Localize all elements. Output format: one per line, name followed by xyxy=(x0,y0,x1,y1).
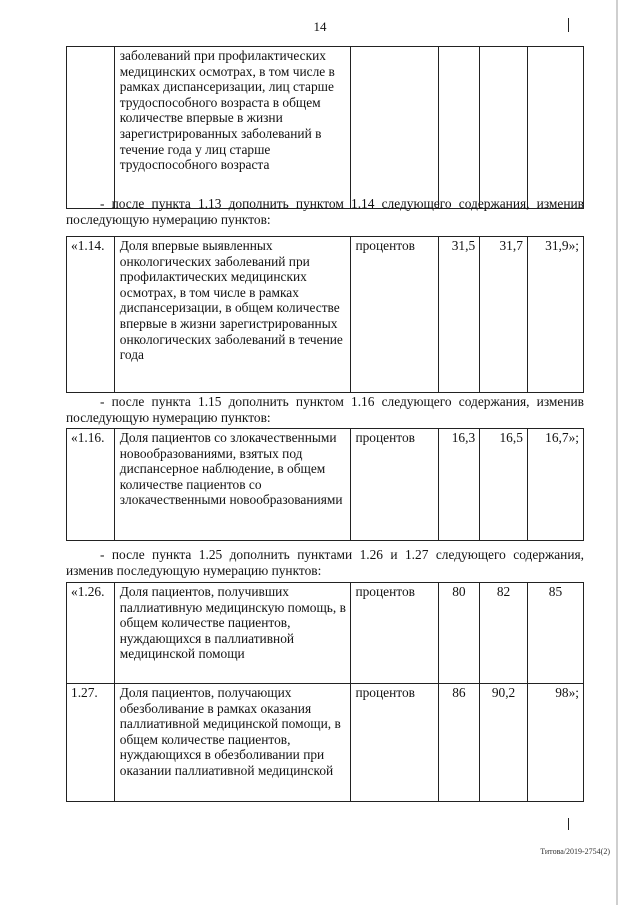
unit-cell: процентов xyxy=(351,684,438,802)
value-cell xyxy=(480,47,528,209)
value-cell xyxy=(438,47,480,209)
value-cell-1: 80 xyxy=(438,583,480,684)
unit-cell: процентов xyxy=(351,237,438,393)
scan-edge xyxy=(616,0,618,905)
row-number-cell: «1.14. xyxy=(67,237,115,393)
indicator-name-cell: Доля пациентов со злокачественными новообразованиями, взятых под диспансерное наблюдение, в общем количестве пациентов со злокачественными новообразованиями xyxy=(114,429,351,541)
value-cell-2: 82 xyxy=(480,583,528,684)
page-number: 14 xyxy=(313,19,327,34)
table-row xyxy=(67,684,584,802)
row-number-cell: 1.27. xyxy=(67,684,115,802)
unit-cell xyxy=(351,47,438,209)
instruction-paragraph-2: - после пункта 1.15 дополнить пунктом 1.16 следующего содержания, изменив последующую нумерацию пунктов: xyxy=(66,394,584,425)
table-row-1-16 xyxy=(66,428,584,541)
table-row xyxy=(67,429,584,541)
value-cell-3: 16,7»; xyxy=(527,429,583,541)
indicator-name-cell: Доля впервые выявленных онкологических заболеваний при профилактических медицинских осмотрах, в том числе в рамках диспансеризации, в общем количестве впервые в жизни зарегистрированных онкологических заболеваний в течение года xyxy=(114,237,351,393)
value-cell xyxy=(527,47,583,209)
instruction-paragraph-1: - после пункта 1.13 дополнить пунктом 1.14 следующего содержания, изменив последующую нумерацию пунктов: xyxy=(66,196,584,227)
indicator-name-cell: Доля пациентов, получивших паллиативную медицинскую помощь, в общем количестве пациентов, нуждающихся в паллиативной медицинской помощи xyxy=(114,583,351,684)
table-row xyxy=(67,47,584,209)
value-cell-1: 86 xyxy=(438,684,480,802)
value-cell-1: 16,3 xyxy=(438,429,480,541)
scan-mark xyxy=(568,18,569,32)
value-cell-1: 31,5 xyxy=(438,237,480,393)
value-cell-3: 98»; xyxy=(527,684,583,802)
unit-cell: процентов xyxy=(351,583,438,684)
unit-cell: процентов xyxy=(351,429,438,541)
value-cell-2: 90,2 xyxy=(480,684,528,802)
scan-mark xyxy=(568,818,569,830)
value-cell-2: 31,7 xyxy=(480,237,528,393)
table-fragment-continued xyxy=(66,46,584,209)
instruction-paragraph-3: - после пункта 1.25 дополнить пунктами 1.26 и 1.27 следующего содержания, изменив последующую нумерацию пунктов: xyxy=(66,547,584,578)
indicator-name-cell: заболеваний при профилактических медицинских осмотрах, в том числе в рамках диспансеризации, лиц старше трудоспособного возраста в общем количестве впервые в жизни зарегистрированных заболеваний в течение года у лиц старше трудоспособного возраста xyxy=(114,47,351,209)
value-cell-2: 16,5 xyxy=(480,429,528,541)
indicator-name-cell: Доля пациентов, получающих обезболивание в рамках оказания паллиативной медицинской помощи, в общем количестве пациентов, нуждающихся в обезболивании при оказании паллиативной медицинской xyxy=(114,684,351,802)
row-number-cell xyxy=(67,47,115,209)
table-rows-1-26-1-27 xyxy=(66,582,584,802)
table-row xyxy=(67,583,584,684)
table-row-1-14 xyxy=(66,236,584,393)
value-cell-3: 31,9»; xyxy=(527,237,583,393)
row-number-cell: «1.16. xyxy=(67,429,115,541)
document-id: Титова/2019-2754(2) xyxy=(540,847,610,856)
value-cell-3: 85 xyxy=(527,583,583,684)
row-number-cell: «1.26. xyxy=(67,583,115,684)
table-row xyxy=(67,237,584,393)
